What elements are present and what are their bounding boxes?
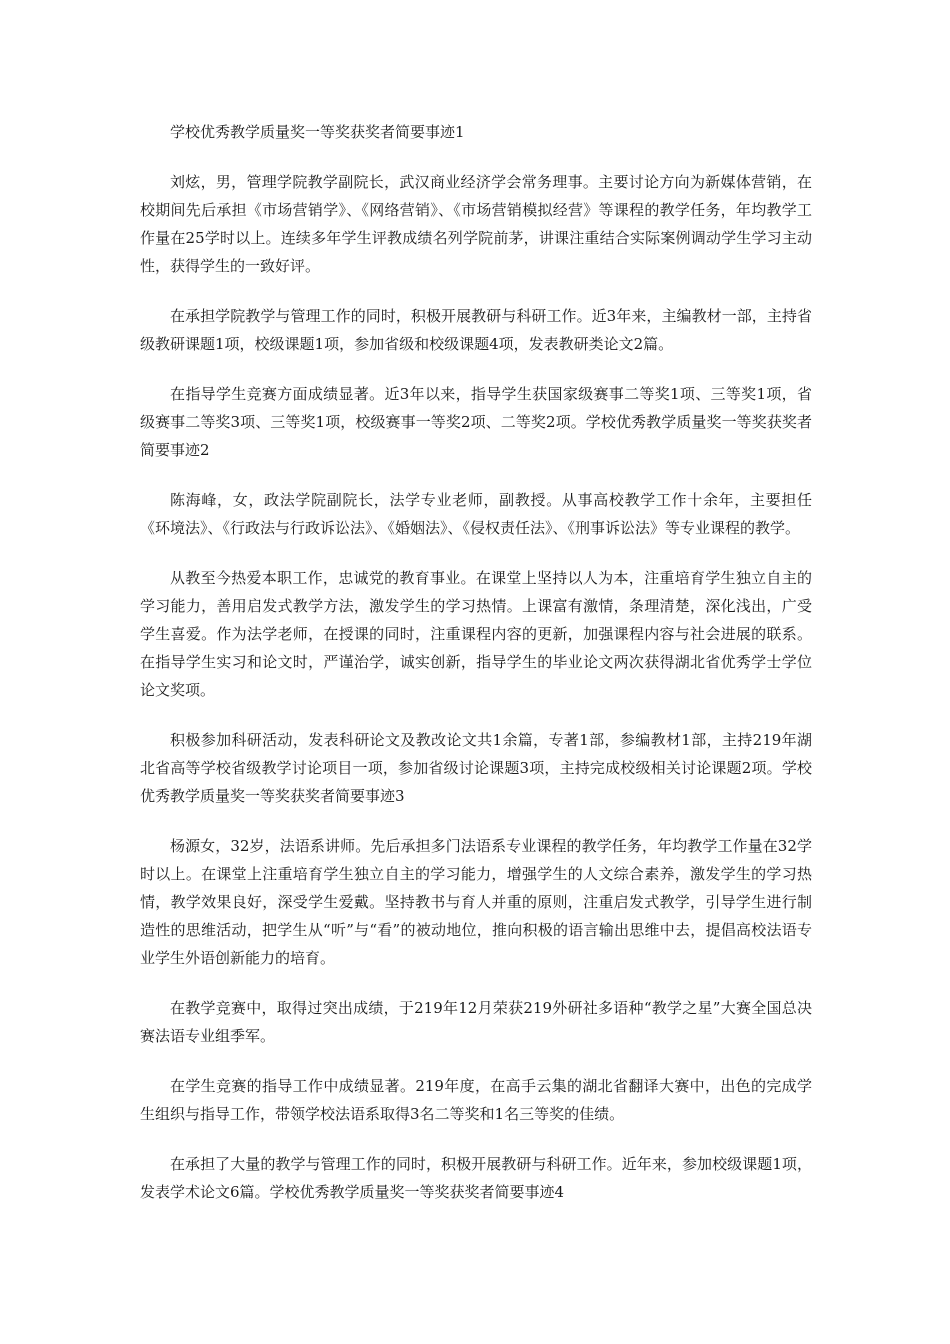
paragraph: 在学生竞赛的指导工作中成绩显著。219年度，在高手云集的湖北省翻译大赛中，出色的完成学生组织与指导工作，带领学校法语系取得3名二等奖和1名三等奖的佳绩。 xyxy=(140,1077,812,1123)
paragraph: 在承担了大量的教学与管理工作的同时，积极开展教研与科研工作。近年来，参加校级课题1项，发表学术论文6篇。学校优秀教学质量奖一等奖获奖者简要事迹4 xyxy=(140,1155,812,1201)
document-body xyxy=(140,118,812,1228)
paragraph: 积极参加科研活动，发表科研论文及教改论文共1余篇，专著1部，参编教材1部，主持219年湖北省高等学校省级教学讨论项目一项，参加省级讨论课题3项，主持完成校级相关讨论课题2项。学校优秀教学质量奖一等奖获奖者简要事迹3 xyxy=(140,731,812,805)
paragraph: 在承担学院教学与管理工作的同时，积极开展教研与科研工作。近3年来，主编教材一部，主持省级教研课题1项，校级课题1项，参加省级和校级课题4项，发表教研类论文2篇。 xyxy=(140,307,812,353)
paragraph: 从教至今热爱本职工作，忠诚党的教育事业。在课堂上坚持以人为本，注重培育学生独立自主的学习能力，善用启发式教学方法，激发学生的学习热情。上课富有激情，条理清楚，深化浅出，广受学生喜爱。作为法学老师，在授课的同时，注重课程内容的更新，加强课程内容与社会进展的联系。在指导学生实习和论文时，严谨治学，诚实创新，指导学生的毕业论文两次获得湖北省优秀学士学位论文奖项。 xyxy=(140,569,812,699)
paragraph: 在指导学生竞赛方面成绩显著。近3年以来，指导学生获国家级赛事二等奖1项、三等奖1项，省级赛事二等奖3项、三等奖1项，校级赛事一等奖2项、二等奖2项。学校优秀教学质量奖一等奖获奖者简要事迹2 xyxy=(140,385,812,459)
paragraph: 刘炫，男，管理学院教学副院长，武汉商业经济学会常务理事。主要讨论方向为新媒体营销，在校期间先后承担《市场营销学》、《网络营销》、《市场营销模拟经营》等课程的教学任务，年均教学工作量在25学时以上。连续多年学生评教成绩名列学院前茅，讲课注重结合实际案例调动学生学习主动性，获得学生的一致好评。 xyxy=(140,173,812,275)
paragraph: 陈海峰，女，政法学院副院长，法学专业老师，副教授。从事高校教学工作十余年，主要担任《环境法》、《行政法与行政诉讼法》、《婚姻法》、《侵权责任法》、《刑事诉讼法》等专业课程的教学。 xyxy=(140,491,812,537)
paragraph: 在教学竞赛中，取得过突出成绩，于219年12月荣获219外研社多语种“教学之星”大赛全国总决赛法语专业组季军。 xyxy=(140,999,812,1045)
paragraph: 杨源女，32岁，法语系讲师。先后承担多门法语系专业课程的教学任务，年均教学工作量在32学时以上。在课堂上注重培育学生独立自主的学习能力，增强学生的人文综合素养，激发学生的学习热情，教学效果良好，深受学生爱戴。坚持教书与育人并重的原则，注重启发式教学，引导学生进行制造性的思维活动，把学生从“听”与“看”的被动地位，推向积极的语言输出思维中去，提倡高校法语专业学生外语创新能力的培育。 xyxy=(140,837,812,967)
document-title: 学校优秀教学质量奖一等奖获奖者简要事迹1 xyxy=(170,123,465,141)
